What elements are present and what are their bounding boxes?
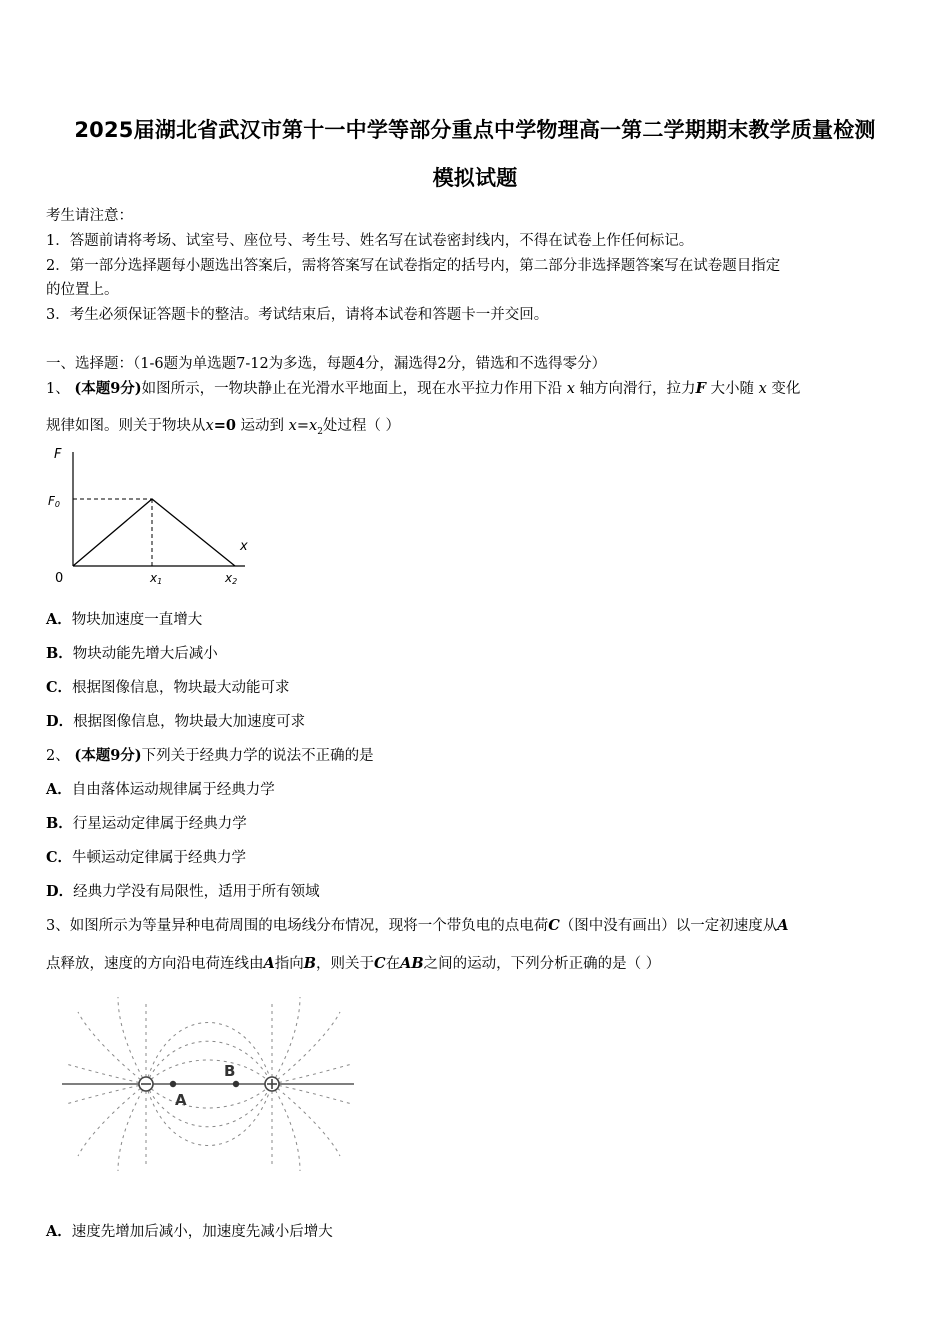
q1-text-b: 轴方向滑行，拉力: [579, 381, 696, 397]
notice-item-1: 1．答题前请将考场、试室号、座位号、考生号、姓名写在试卷密封线内，不得在试卷上作任何标记。: [46, 233, 694, 249]
point-B-dot: [233, 1081, 239, 1087]
point-A-dot: [170, 1081, 176, 1087]
q1-text-a: 如图所示，一物块静止在光滑水平地面上，现在水平拉力作用下沿: [141, 381, 563, 397]
q2-option-a: A．自由落体运动规律属于经典力学: [46, 781, 275, 798]
q3-option-a: A．速度先增加后减小，加速度先减小后增大: [46, 1223, 333, 1240]
q1-line2-a: 规律如图。则关于物块从: [46, 418, 206, 434]
notice-item-3: 3．考生必须保证答题卡的整洁。考试结束后，请将本试卷和答题卡一并交回。: [46, 307, 549, 323]
q3-stem-line1: [46, 914, 789, 935]
q1-stem-line1: [46, 377, 800, 398]
q2-option-d: D．经典力学没有局限性，适用于所有领域: [46, 883, 320, 900]
graph-f0-label: F0: [48, 494, 60, 509]
graph-force-line: [73, 499, 235, 566]
q1-line2-c: 处过程（ ）: [322, 418, 401, 434]
graph-y-label: F: [54, 447, 62, 462]
notice-heading: 考生请注意：: [46, 208, 133, 224]
q1-cond1-val: =0: [213, 417, 236, 434]
q2-score: (本题9分): [74, 747, 142, 764]
q3-var-C: C: [548, 917, 560, 934]
q1-cond2-sub: 2: [317, 426, 323, 437]
q3-text-b: （图中没有画出）以一定初速度从: [559, 918, 778, 934]
q2-text: 下列关于经典力学的说法不正确的是: [141, 748, 374, 764]
point-A-label: A: [175, 1091, 187, 1109]
q1-text-c: 大小随: [710, 381, 754, 397]
q1-var-F: F: [695, 380, 706, 397]
q1-number: 1、: [46, 381, 70, 397]
q1-var-x-2: x: [758, 381, 767, 397]
q1-line2-b: 运动到: [240, 418, 285, 434]
q1-cond1: x: [205, 418, 214, 434]
q1-option-a: A．物块加速度一直增大: [46, 611, 203, 628]
q1-option-c: C．根据图像信息，物块最大动能可求: [46, 679, 290, 696]
q2-number: 2、: [46, 748, 70, 764]
graph-x2-label: x2: [225, 571, 238, 586]
graph-x-label: x: [240, 539, 248, 554]
q1-cond2-var: x: [309, 418, 318, 434]
graph-x1-label: x1: [150, 571, 163, 586]
q3-field-figure: [58, 992, 358, 1174]
notice-item-2-cont: 的位置上。: [46, 282, 119, 298]
q1-option-b: B．物块动能先增大后减小: [46, 645, 218, 662]
q2-stem: [46, 744, 374, 765]
q1-cond2-eq: =: [296, 418, 309, 434]
graph-origin-label: 0: [55, 571, 64, 586]
point-B-label: B: [224, 1062, 236, 1080]
exam-title-line1: 2025届湖北省武汉市第十一中学等部分重点中学物理高一第二学期期末教学质量检测: [74, 118, 876, 142]
q1-option-d: D．根据图像信息，物块最大加速度可求: [46, 713, 306, 730]
q3-number: 3、: [46, 918, 70, 934]
q3-text-a: 如图所示为等量异种电荷周围的电场线分布情况，现将一个带负电的点电荷: [69, 918, 549, 934]
q1-cond2: x: [288, 418, 297, 434]
q3-var-A: A: [777, 917, 789, 934]
q1-var-x: x: [566, 381, 575, 397]
q3-stem-line2: 点释放，速度的方向沿电荷连线由A指向B，则关于C在AB之间的运动，下列分析正确的是（ ）: [46, 955, 661, 972]
section-heading: 一、选择题：（1-6题为单选题7-12为多选，每题4分，漏选得2分，错选和不选得零分）: [46, 356, 607, 372]
q2-option-b: B．行星运动定律属于经典力学: [46, 815, 247, 832]
q1-stem-line2: [46, 414, 400, 437]
q1-text-d: 变化: [771, 381, 801, 397]
exam-title-line2: 模拟试题: [432, 166, 518, 190]
notice-item-2: 2．第一部分选择题每小题选出答案后，需将答案写在试卷指定的括号内，第二部分非选择题答案写在试卷题目指定: [46, 258, 781, 274]
q1-score: (本题9分): [74, 380, 142, 397]
q2-option-c: C．牛顿运动定律属于经典力学: [46, 849, 247, 866]
q1-force-graph: [40, 442, 260, 590]
